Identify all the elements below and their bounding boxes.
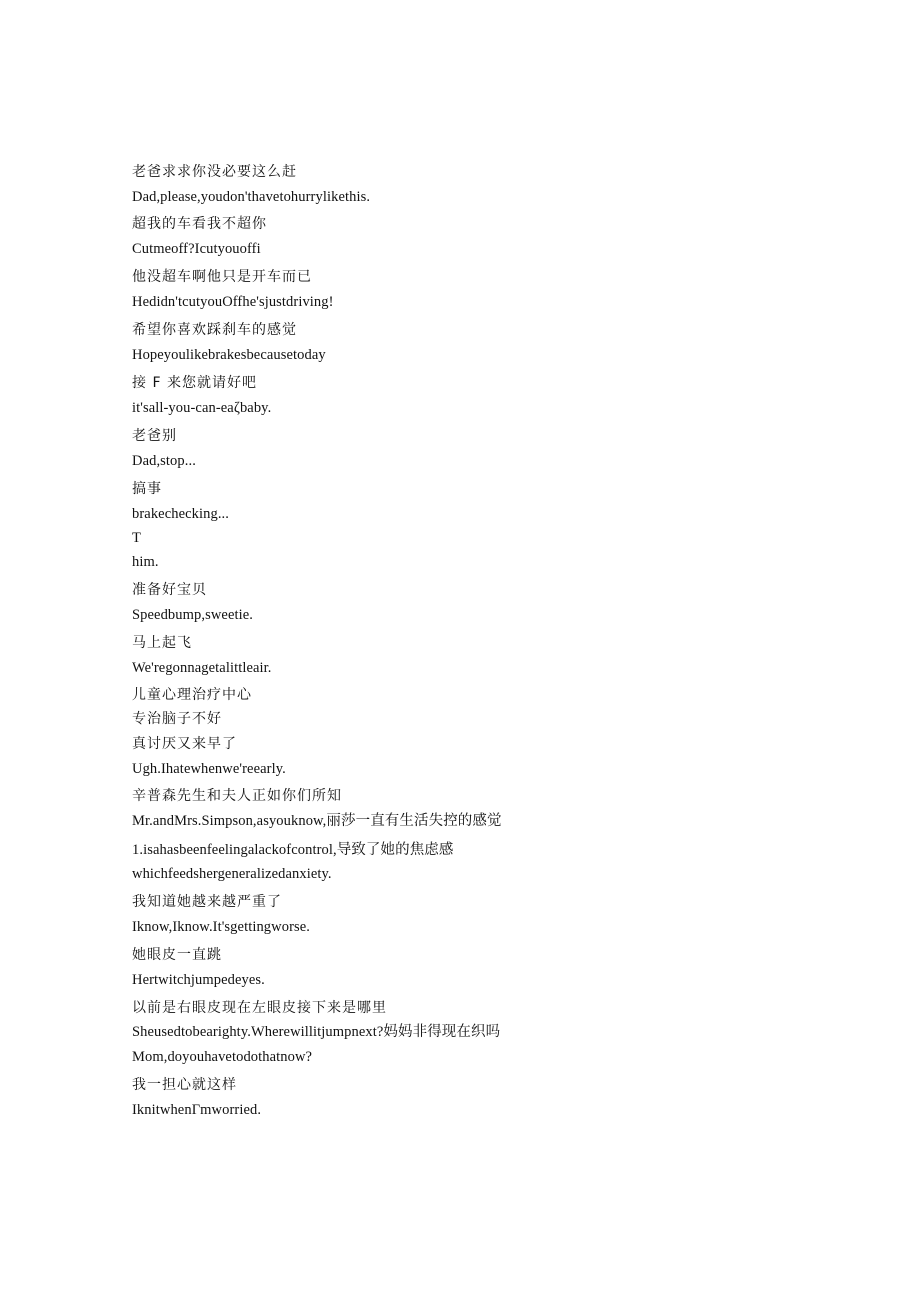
text-line: 专治脑子不好	[132, 711, 222, 727]
text-line: brakechecking...	[132, 506, 230, 522]
text-line: 老爸求求你没必要这么赶	[132, 164, 297, 180]
text-line: 我一担心就这样	[132, 1077, 237, 1093]
text-line: him.	[132, 554, 159, 570]
text-line: Dad,please,youdon'thavetohurrylikethis.	[132, 189, 371, 205]
text-line: 1.isahasbeenfeelingalackofcontrol,导致了她的焦虑感	[132, 842, 454, 858]
text-line: 儿童心理治疗中心	[132, 687, 252, 703]
text-line: Sheusedtobearighty.Wherewillitjumpnext?妈妈非得现在织吗	[132, 1024, 501, 1040]
text-line: Hertwitchjumpedeyes.	[132, 972, 265, 988]
text-line: whichfeedshergeneralizedanxiety.	[132, 866, 332, 882]
text-line: Cutmeoff?Icutyouoffi	[132, 241, 261, 257]
text-line: 搞事	[132, 481, 162, 497]
text-line: Ugh.Ihatewhenwe'reearly.	[132, 761, 286, 777]
text-line: Speedbump,sweetie.	[132, 607, 253, 623]
text-line: Mr.andMrs.Simpson,asyouknow,丽莎一直有生活失控的感觉	[132, 813, 502, 829]
text-line: 她眼皮一直跳	[132, 947, 222, 963]
text-line: Hedidn'tcutyouOffhe'sjustdriving!	[132, 294, 334, 310]
text-line: 超我的车看我不超你	[132, 216, 267, 232]
text-line: it'sall-you-can-eaζbaby.	[132, 400, 272, 416]
text-line: 以前是右眼皮现在左眼皮接下来是哪里	[132, 1000, 387, 1016]
text-line: 他没超车啊他只是开车而已	[132, 269, 312, 285]
text-line: 希望你喜欢踩刹车的感觉	[132, 322, 297, 338]
text-line: 真讨厌又来早了	[132, 736, 237, 752]
text-line: 接 F 来您就请好吧	[132, 375, 257, 391]
text-line: T	[132, 530, 141, 546]
text-line: Hopeyoulikebrakesbecausetoday	[132, 347, 326, 363]
text-line: Iknow,Iknow.It'sgettingworse.	[132, 919, 311, 935]
text-line: 马上起飞	[132, 635, 192, 651]
text-line: 老爸别	[132, 428, 177, 444]
text-line: Dad,stop...	[132, 453, 196, 469]
text-line: 我知道她越来越严重了	[132, 894, 282, 910]
text-line: 辛普森先生和夫人正如你们所知	[132, 788, 342, 804]
text-line: Mom,doyouhavetodothatnow?	[132, 1049, 313, 1065]
text-line: IknitwhenΓmworried.	[132, 1102, 262, 1118]
text-line: We'regonnagetalittleair.	[132, 660, 272, 676]
text-line: 准备好宝贝	[132, 582, 207, 598]
